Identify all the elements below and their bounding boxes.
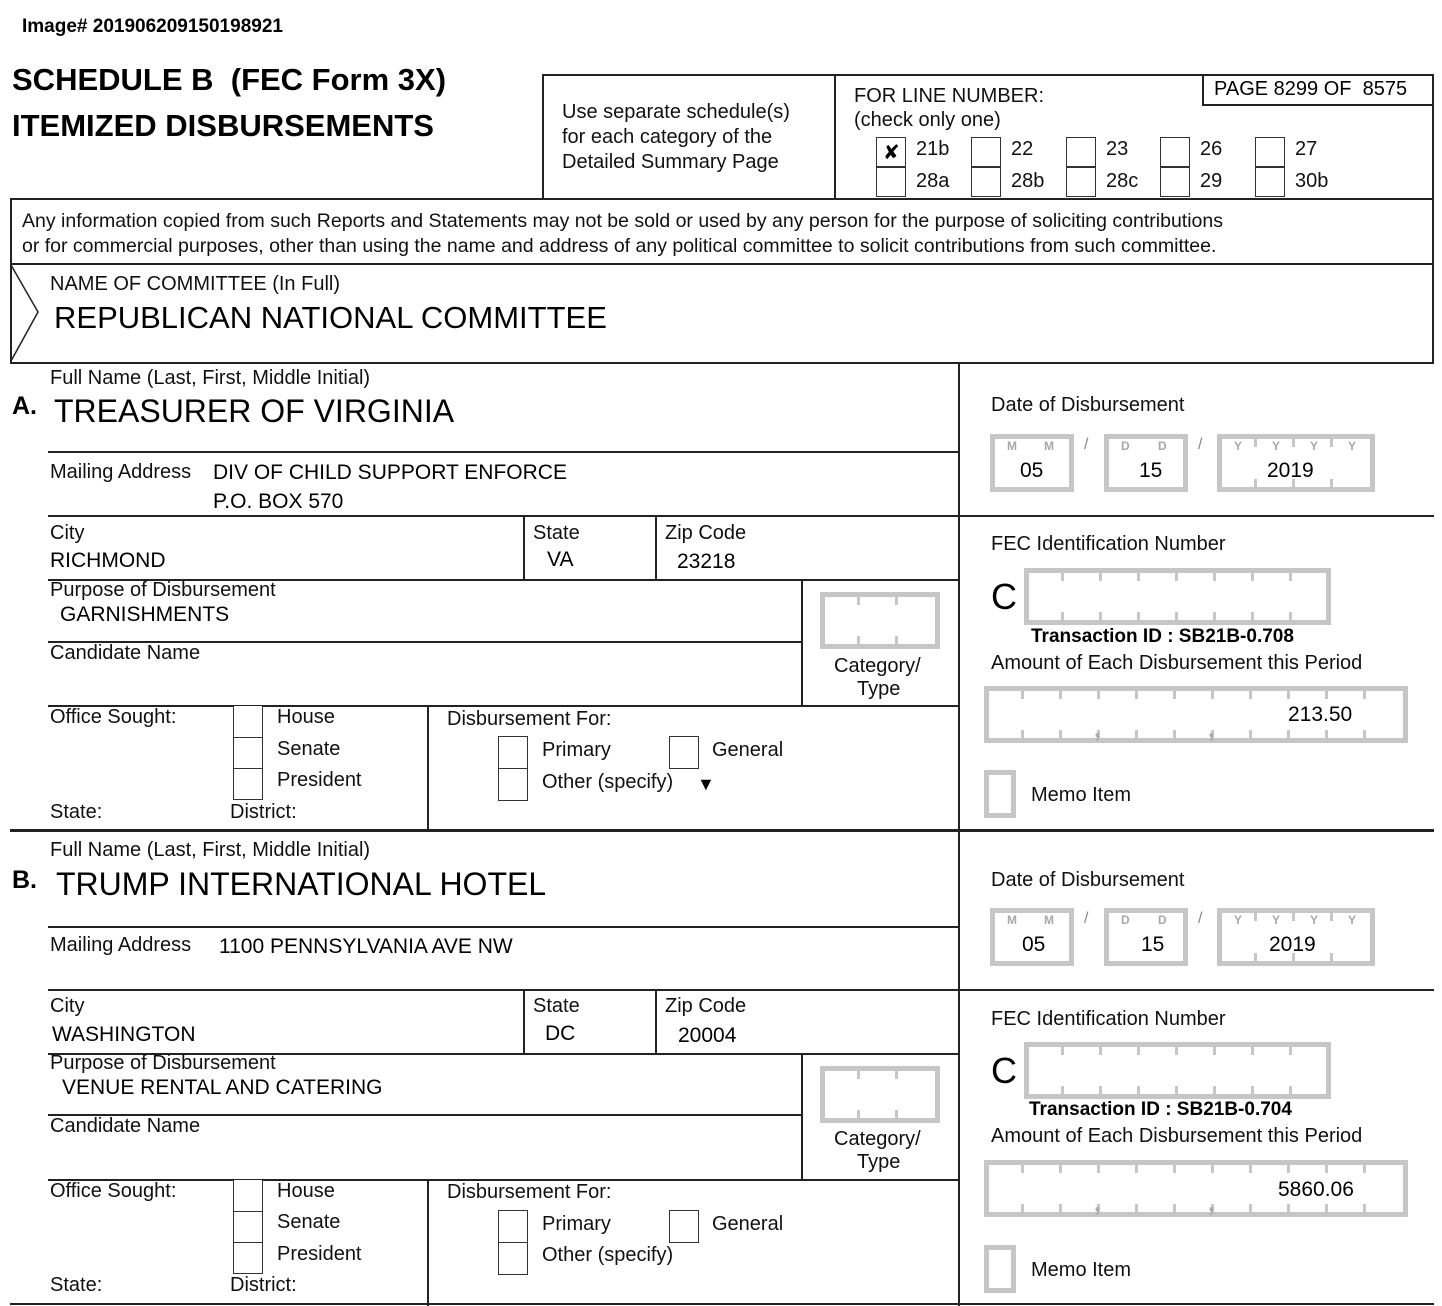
segment-tick <box>1292 913 1295 921</box>
segment-tick <box>1330 953 1333 961</box>
rule <box>427 1180 429 1306</box>
entry-b-date-mm-value: 05 <box>1022 933 1046 956</box>
segment-tick <box>895 1110 898 1118</box>
line-28b-checkbox[interactable] <box>971 167 1001 197</box>
entry-b-house-checkbox[interactable] <box>233 1180 263 1212</box>
notice-line-1: Any information copied from such Reports and Statements may not be sold or used by any person for the purpose of soliciting contributions <box>22 210 1223 232</box>
entry-a-category-label: Category/ <box>834 655 921 677</box>
entry-b-letter: B. <box>12 866 37 894</box>
rule <box>48 989 958 991</box>
mm-hint: M <box>1044 913 1054 927</box>
segment-tick <box>1251 573 1254 581</box>
segment-tick <box>1061 1047 1064 1055</box>
segment-tick <box>1330 913 1333 921</box>
segment-tick <box>1287 730 1290 738</box>
segment-tick <box>1173 1204 1176 1212</box>
segment-tick <box>1135 1165 1138 1173</box>
segment-tick <box>1135 730 1138 738</box>
segment-tick <box>1249 691 1252 699</box>
segment-tick <box>1173 730 1176 738</box>
line-26-checkbox[interactable] <box>1160 137 1190 167</box>
entry-a-full-name-label: Full Name (Last, First, Middle Initial) <box>50 367 371 389</box>
entry-b-state-short-label: State: <box>50 1274 103 1296</box>
image-id: Image# 201906209150198921 <box>22 16 283 37</box>
entry-b-state: DC <box>545 1022 576 1045</box>
segment-tick <box>1251 612 1254 620</box>
line-22-checkbox[interactable] <box>971 137 1001 167</box>
yyyy-hint: Y <box>1272 913 1281 927</box>
segment-tick <box>1330 479 1333 487</box>
entry-a-senate-label: Senate <box>277 738 341 760</box>
rule <box>48 515 958 517</box>
instructions-line-3: Detailed Summary Page <box>562 151 779 173</box>
segment-tick <box>1249 1165 1252 1173</box>
entry-b-amount: 5860.06 <box>1278 1178 1354 1201</box>
entry-a-zip: 23218 <box>677 550 736 573</box>
segment-tick <box>1289 1047 1292 1055</box>
entry-a-address-line-2: P.O. BOX 570 <box>213 490 344 513</box>
notice-line-2: or for commercial purposes, other than using the name and address of any political committee to solicit contributions from such committee. <box>22 235 1217 257</box>
segment-tick <box>1287 1165 1290 1173</box>
segment-tick <box>1059 730 1062 738</box>
entry-a-president-label: President <box>277 769 362 791</box>
line-28b-label: 28b <box>1011 170 1045 192</box>
dd-hint: D <box>1121 913 1130 927</box>
thousands-comma: , <box>1094 716 1101 743</box>
thousands-comma: , <box>1208 1190 1215 1217</box>
segment-tick <box>857 1110 860 1118</box>
rule <box>523 516 525 580</box>
line-21b-checkbox[interactable] <box>876 137 906 167</box>
entry-b-category-label: Category/ <box>834 1128 921 1150</box>
yyyy-hint: Y <box>1310 439 1319 453</box>
entry-a-city: RICHMOND <box>50 549 166 572</box>
entry-b-name: TRUMP INTERNATIONAL HOTEL <box>56 866 547 902</box>
dd-hint: D <box>1158 439 1167 453</box>
segment-tick <box>895 636 898 644</box>
segment-tick <box>1289 1086 1292 1094</box>
down-arrow-icon: ▼ <box>697 774 715 794</box>
entry-a-fec-box[interactable] <box>1024 568 1331 625</box>
entry-a-primary-checkbox[interactable] <box>498 736 528 769</box>
mm-hint: M <box>1007 913 1017 927</box>
form-title: ITEMIZED DISBURSEMENTS <box>12 108 434 143</box>
entry-b-type-label: Type <box>857 1151 901 1173</box>
entry-b-president-checkbox[interactable] <box>233 1242 263 1274</box>
segment-tick <box>895 597 898 605</box>
segment-tick <box>1325 691 1328 699</box>
segment-tick <box>1251 1047 1254 1055</box>
segment-tick <box>1211 1165 1214 1173</box>
yyyy-hint: Y <box>1272 439 1281 453</box>
form-label: (FEC Form 3X) <box>230 62 447 97</box>
rule <box>427 706 429 830</box>
segment-tick <box>1097 691 1100 699</box>
entry-a-president-checkbox[interactable] <box>233 768 263 800</box>
entry-b-other-label: Other (specify) <box>542 1244 674 1266</box>
rule <box>523 990 525 1054</box>
segment-tick <box>857 1071 860 1079</box>
segment-tick <box>1099 573 1102 581</box>
segment-tick <box>1363 691 1366 699</box>
line-27-label: 27 <box>1295 138 1318 160</box>
entry-a-senate-checkbox[interactable] <box>233 737 263 769</box>
yyyy-hint: Y <box>1234 439 1243 453</box>
schedule-title <box>12 62 446 98</box>
segment-tick <box>1061 1086 1064 1094</box>
entry-a-state: VA <box>547 548 574 571</box>
entry-b-senate-checkbox[interactable] <box>233 1211 263 1243</box>
entry-b-general-checkbox[interactable] <box>669 1210 699 1243</box>
line-23-checkbox[interactable] <box>1066 137 1096 167</box>
entry-separator <box>10 829 1434 832</box>
line-30b-label: 30b <box>1295 170 1329 192</box>
yyyy-hint: Y <box>1310 913 1319 927</box>
entry-b-general-label: General <box>712 1213 784 1235</box>
segment-tick <box>1325 1204 1328 1212</box>
rule <box>48 705 958 707</box>
entry-a-amount: 213.50 <box>1288 703 1353 726</box>
rule <box>48 926 958 928</box>
entry-a-transaction-id: Transaction ID : SB21B-0.708 <box>1031 626 1294 647</box>
entry-a-general-checkbox[interactable] <box>669 736 699 769</box>
committee-label: NAME OF COMMITTEE (In Full) <box>50 273 340 295</box>
dd-hint: D <box>1121 439 1130 453</box>
entry-a-type-label: Type <box>857 678 901 700</box>
segment-tick <box>1254 479 1257 487</box>
entry-b-category-box[interactable] <box>820 1066 940 1123</box>
segment-tick <box>1330 439 1333 447</box>
yyyy-hint: Y <box>1348 913 1357 927</box>
thousands-comma: , <box>1208 716 1215 743</box>
segment-tick <box>1289 612 1292 620</box>
segment-tick <box>1211 691 1214 699</box>
committee-name: REPUBLICAN NATIONAL COMMITTEE <box>54 300 607 335</box>
segment-tick <box>1287 691 1290 699</box>
segment-tick <box>1173 1165 1176 1173</box>
segment-tick <box>1059 1204 1062 1212</box>
entry-b-fec-box[interactable] <box>1024 1042 1331 1099</box>
entry-a-category-box[interactable] <box>820 592 940 649</box>
segment-tick <box>1059 691 1062 699</box>
segment-tick <box>895 1071 898 1079</box>
date-separator: / <box>1084 910 1089 927</box>
segment-tick <box>1363 1165 1366 1173</box>
entry-a-date-label: Date of Disbursement <box>991 394 1185 416</box>
segment-tick <box>1287 1204 1290 1212</box>
segment-tick <box>1213 612 1216 620</box>
date-separator: / <box>1198 910 1203 927</box>
segment-tick <box>1254 439 1257 447</box>
entry-a-other-label: Other (specify) <box>542 771 674 793</box>
entry-b-date-label: Date of Disbursement <box>991 869 1185 891</box>
rule <box>48 451 958 453</box>
segment-tick <box>1213 1086 1216 1094</box>
entry-b-purpose: VENUE RENTAL AND CATERING <box>62 1076 383 1099</box>
thousands-comma: , <box>1094 1190 1101 1217</box>
page-number: 8299 <box>1273 78 1319 100</box>
check-only-one: (check only one) <box>854 109 1001 131</box>
entry-a-primary-label: Primary <box>542 739 611 761</box>
rule <box>959 989 1434 991</box>
segment-tick <box>1137 1086 1140 1094</box>
segment-tick <box>1175 1086 1178 1094</box>
segment-tick <box>1175 573 1178 581</box>
entry-b-date-dd-value: 15 <box>1141 933 1165 956</box>
entry-b-fec-prefix: C <box>991 1050 1017 1091</box>
entry-b-mailing-label: Mailing Address <box>50 934 192 956</box>
rule <box>801 1054 803 1180</box>
instructions-line-2: for each category of the <box>562 126 773 148</box>
entry-a-date-mm-value: 05 <box>1020 459 1044 482</box>
entry-a-amount-label: Amount of Each Disbursement this Period <box>991 652 1363 674</box>
entry-b-city: WASHINGTON <box>52 1023 196 1046</box>
entry-b-disbursement-for-label: Disbursement For: <box>447 1181 612 1203</box>
segment-tick <box>1251 1086 1254 1094</box>
entry-a-disbursement-for-label: Disbursement For: <box>447 708 612 730</box>
segment-tick <box>1021 1204 1024 1212</box>
entry-a-address-line-1: DIV OF CHILD SUPPORT ENFORCE <box>213 461 567 484</box>
entry-b-candidate-label: Candidate Name <box>50 1115 201 1137</box>
line-28c-label: 28c <box>1106 170 1139 192</box>
page-prefix: PAGE <box>1214 78 1269 100</box>
entry-b-amount-label: Amount of Each Disbursement this Period <box>991 1125 1363 1147</box>
entry-b-divider <box>958 832 960 1306</box>
segment-tick <box>1021 691 1024 699</box>
entry-a-zip-label: Zip Code <box>665 522 747 544</box>
entry-a-candidate-label: Candidate Name <box>50 642 201 664</box>
segment-tick <box>857 597 860 605</box>
entry-b-memo-label: Memo Item <box>1031 1259 1132 1281</box>
entry-a-purpose-label: Purpose of Disbursement <box>50 579 276 601</box>
entry-a-memo-label: Memo Item <box>1031 784 1132 806</box>
entry-b-primary-checkbox[interactable] <box>498 1210 528 1243</box>
entry-a-other-checkbox[interactable] <box>498 768 528 801</box>
line-21b-label: 21b <box>916 138 950 160</box>
segment-tick <box>1292 439 1295 447</box>
segment-tick <box>1363 730 1366 738</box>
line-30b-checkbox[interactable] <box>1255 167 1285 197</box>
line-28c-checkbox[interactable] <box>1066 167 1096 197</box>
page-indicator <box>1214 78 1407 101</box>
entry-a-fec-prefix: C <box>991 576 1017 617</box>
segment-tick <box>1061 573 1064 581</box>
entry-a-letter: A. <box>12 392 37 420</box>
segment-tick <box>1021 730 1024 738</box>
line-26-label: 26 <box>1200 138 1223 160</box>
segment-tick <box>1135 691 1138 699</box>
entry-a-date-yyyy-value: 2019 <box>1267 459 1314 482</box>
segment-tick <box>1254 913 1257 921</box>
entry-b-transaction-id: Transaction ID : SB21B-0.704 <box>1029 1099 1292 1120</box>
entry-a-office-label: Office Sought: <box>50 706 177 728</box>
segment-tick <box>1325 730 1328 738</box>
entry-a-date-dd-value: 15 <box>1139 459 1163 482</box>
entry-b-zip: 20004 <box>678 1024 737 1047</box>
segment-tick <box>1325 1165 1328 1173</box>
line-29-checkbox[interactable] <box>1160 167 1190 197</box>
committee-arrow <box>10 264 42 364</box>
mm-hint: M <box>1007 439 1017 453</box>
entry-b-fec-label: FEC Identification Number <box>991 1008 1226 1030</box>
entry-b-office-label: Office Sought: <box>50 1180 177 1202</box>
segment-tick <box>1175 1047 1178 1055</box>
entry-a-house-label: House <box>277 706 335 728</box>
entry-b-president-label: President <box>277 1243 362 1265</box>
entry-a-general-label: General <box>712 739 784 761</box>
line-28a-checkbox[interactable] <box>876 167 906 197</box>
page-total: 8575 <box>1362 78 1408 100</box>
segment-tick <box>1099 612 1102 620</box>
entry-a-state-short-label: State: <box>50 801 103 823</box>
entry-b-city-label: City <box>50 995 85 1017</box>
rule <box>655 516 657 580</box>
segment-tick <box>1249 1204 1252 1212</box>
segment-tick <box>1254 953 1257 961</box>
line-27-checkbox[interactable] <box>1255 137 1285 167</box>
yyyy-hint: Y <box>1348 439 1357 453</box>
entry-a-house-checkbox[interactable] <box>233 706 263 738</box>
entry-a-district-label: District: <box>230 801 297 823</box>
entry-a-name: TREASURER OF VIRGINIA <box>54 393 455 429</box>
entry-a-city-label: City <box>50 522 85 544</box>
segment-tick <box>1137 573 1140 581</box>
segment-tick <box>1249 730 1252 738</box>
segment-tick <box>1363 1204 1366 1212</box>
entry-b-state-label: State <box>533 995 580 1017</box>
entry-b-purpose-label: Purpose of Disbursement <box>50 1052 276 1074</box>
segment-tick <box>1059 1165 1062 1173</box>
segment-tick <box>1137 1047 1140 1055</box>
entry-b-full-name-label: Full Name (Last, First, Middle Initial) <box>50 839 371 861</box>
entry-b-zip-label: Zip Code <box>665 995 747 1017</box>
segment-tick <box>1213 573 1216 581</box>
segment-tick <box>1289 573 1292 581</box>
line-22-label: 22 <box>1011 138 1034 160</box>
segment-tick <box>1173 691 1176 699</box>
segment-tick <box>1213 1047 1216 1055</box>
entry-a-mailing-label: Mailing Address <box>50 461 192 483</box>
segment-tick <box>1097 1165 1100 1173</box>
entry-b-other-checkbox[interactable] <box>498 1242 528 1275</box>
page-of: OF <box>1323 78 1352 100</box>
date-separator: / <box>1084 436 1089 453</box>
mm-hint: M <box>1044 439 1054 453</box>
yyyy-hint: Y <box>1234 913 1243 927</box>
segment-tick <box>1061 612 1064 620</box>
entry-a-purpose: GARNISHMENTS <box>60 603 230 626</box>
entry-b-primary-label: Primary <box>542 1213 611 1235</box>
entry-a-divider <box>958 364 960 832</box>
segment-tick <box>1135 1204 1138 1212</box>
date-separator: / <box>1198 436 1203 453</box>
segment-tick <box>1021 1165 1024 1173</box>
schedule-label: SCHEDULE B <box>12 62 214 97</box>
entry-b-date-yyyy-value: 2019 <box>1269 933 1316 956</box>
entry-b-district-label: District: <box>230 1274 297 1296</box>
line-29-label: 29 <box>1200 170 1223 192</box>
instructions-line-1: Use separate schedule(s) <box>562 101 790 123</box>
line-number-label: FOR LINE NUMBER: <box>854 85 1045 107</box>
entry-b-senate-label: Senate <box>277 1211 341 1233</box>
segment-tick <box>857 636 860 644</box>
entry-a-memo-checkbox[interactable] <box>984 770 1016 818</box>
entry-b-address-line-1: 1100 PENNSYLVANIA AVE NW <box>219 935 513 958</box>
line-23-label: 23 <box>1106 138 1129 160</box>
segment-tick <box>1175 612 1178 620</box>
check-mark: ✘ <box>883 142 900 164</box>
dd-hint: D <box>1158 913 1167 927</box>
bottom-rule <box>10 1303 1434 1305</box>
line-28a-label: 28a <box>916 170 950 192</box>
rule <box>801 580 803 706</box>
segment-tick <box>1099 1047 1102 1055</box>
segment-tick <box>1137 612 1140 620</box>
rule <box>959 515 1434 517</box>
segment-tick <box>1099 1086 1102 1094</box>
entry-a-state-label: State <box>533 522 580 544</box>
entry-b-house-label: House <box>277 1180 335 1202</box>
entry-b-memo-checkbox[interactable] <box>984 1245 1016 1293</box>
entry-a-fec-label: FEC Identification Number <box>991 533 1226 555</box>
rule <box>655 990 657 1054</box>
